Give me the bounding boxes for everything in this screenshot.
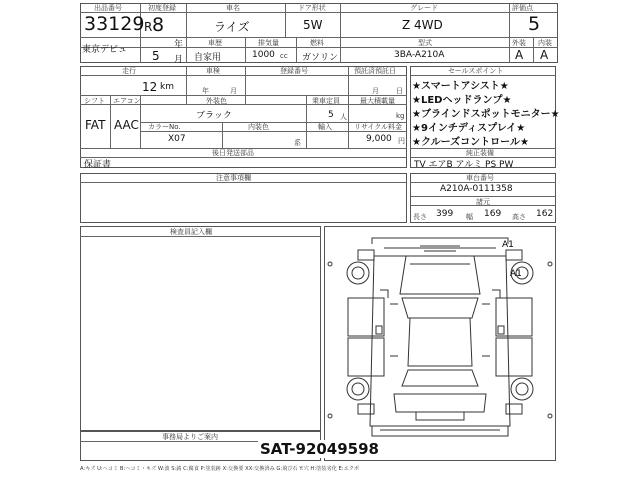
- chassis-label: 車台番号: [466, 174, 494, 182]
- mileage-unit: km: [160, 82, 174, 92]
- lot-label: 出品番号: [94, 4, 122, 12]
- recycle-date-label: 預託済預託日: [354, 67, 396, 75]
- inspection-label: 車検: [206, 67, 220, 75]
- car-damage-diagram: [324, 226, 556, 461]
- later-parts: 保証書: [84, 160, 112, 170]
- sales-point-label: セールスポイント: [448, 67, 504, 75]
- height-value: 162: [536, 209, 554, 219]
- sales-point-item: ★9インチディスプレイ★: [412, 123, 526, 134]
- width-label: 幅: [466, 213, 473, 221]
- recycle-fee-label: リサイクル料金: [354, 123, 403, 131]
- inspection-month-unit: 月: [230, 87, 237, 95]
- legend: A:キズ U:ヘコミ B:ヘコミ・キズ W:波 S:錆 C:腐食 P:塗装跡 X:交換要 XX:交換済み G:飛び石 Y:穴 H:塗装劣化 E:エクボ: [80, 466, 360, 472]
- displacement-unit: cc: [280, 52, 288, 60]
- import-label: 輸入: [318, 123, 332, 131]
- mileage-label: 走行: [122, 67, 136, 75]
- car-name: ライズ: [214, 20, 250, 34]
- capacity-value: 5: [328, 110, 334, 120]
- sales-point-item: ★クルーズコントロール★: [412, 137, 529, 148]
- inspector-block: [80, 226, 321, 431]
- reg-month-unit: 月: [174, 55, 184, 65]
- body-type: 自家用: [194, 53, 222, 63]
- int-color-label: 内装色: [248, 123, 269, 131]
- reg-no-label: 登録番号: [280, 67, 308, 75]
- model: 3BA-A210A: [394, 50, 445, 60]
- capacity-label: 乗車定員: [312, 97, 340, 105]
- reg-year: 8: [152, 14, 165, 36]
- capacity-unit: 人: [340, 113, 347, 121]
- fuel: ガソリン: [302, 53, 339, 63]
- max-load-label: 最大積載量: [360, 97, 395, 105]
- grade: Z 4WD: [402, 18, 443, 32]
- ext-color-label: 外装色: [206, 97, 227, 105]
- ac: AAC: [114, 118, 139, 132]
- lot-number: 33129: [84, 13, 145, 35]
- reg-month: 5: [152, 49, 160, 63]
- office-label: 事務局よりご案内: [162, 433, 218, 441]
- mileage-value: 12: [142, 80, 158, 94]
- sales-point-item: ★LEDヘッドランプ★: [412, 95, 512, 106]
- recycle-fee-unit: 円: [398, 137, 405, 145]
- first-reg-label: 初度登録: [148, 4, 176, 12]
- ac-label: エアコン: [113, 97, 141, 105]
- later-parts-label: 後日発送部品: [212, 149, 254, 157]
- max-load-unit: kg: [396, 112, 405, 120]
- damage-mark: A1: [510, 269, 522, 279]
- score: 5: [528, 13, 541, 35]
- ext-grade-label: 外装: [512, 39, 526, 47]
- watermark: SAT-92049598: [260, 440, 379, 458]
- recycle-month: 月: [372, 87, 379, 95]
- sales-point-item: ★ブラインドスポットモニター★: [412, 109, 560, 120]
- width-value: 169: [484, 209, 502, 219]
- length-value: 399: [436, 209, 454, 219]
- chassis-number: A210A-0111358: [440, 184, 513, 194]
- ext-grade: A: [515, 48, 524, 62]
- int-grade-label: 内装: [538, 39, 552, 47]
- model-label: 型式: [418, 39, 432, 47]
- color-no-label: カラーNo.: [148, 123, 181, 131]
- height-label: 高さ: [512, 213, 526, 221]
- notes-label: 注意事項欄: [216, 174, 251, 182]
- damage-mark: A1: [502, 240, 514, 250]
- car-name-label: 車名: [226, 4, 240, 12]
- shift-label: シフト: [84, 97, 105, 105]
- dimensions-label: 諸元: [476, 198, 490, 206]
- recycle-fee-value: 9,000: [366, 134, 392, 144]
- venue: 東京デビュ: [82, 45, 128, 55]
- shift: FAT: [85, 118, 106, 132]
- recycle-day: 日: [396, 87, 403, 95]
- door-label: ドア形状: [298, 4, 326, 12]
- standard-equipment-label: 純正装備: [466, 149, 494, 157]
- sales-point-item: ★スマートアシスト★: [412, 81, 509, 92]
- score-label: 評価点: [512, 4, 533, 12]
- inspector-label: 検査員記入欄: [170, 228, 212, 236]
- grade-label: グレード: [410, 4, 438, 12]
- int-grade: A: [540, 48, 549, 62]
- length-label: 長さ: [413, 213, 427, 221]
- inspection-year-unit: 年: [202, 87, 209, 95]
- fuel-label: 燃料: [310, 39, 324, 47]
- ext-color: ブラック: [196, 111, 232, 121]
- displacement: 1000: [252, 50, 275, 60]
- standard-equipment: TV エアB アルミ PS PW: [414, 160, 514, 170]
- reg-year-unit: 年: [174, 40, 184, 50]
- int-color-unit: 系: [294, 139, 301, 147]
- color-no: X07: [168, 134, 186, 144]
- displacement-label: 排気量: [258, 39, 279, 47]
- body-type-label: 車歴: [208, 39, 222, 47]
- era: R: [144, 20, 153, 34]
- door-type: 5W: [303, 18, 323, 32]
